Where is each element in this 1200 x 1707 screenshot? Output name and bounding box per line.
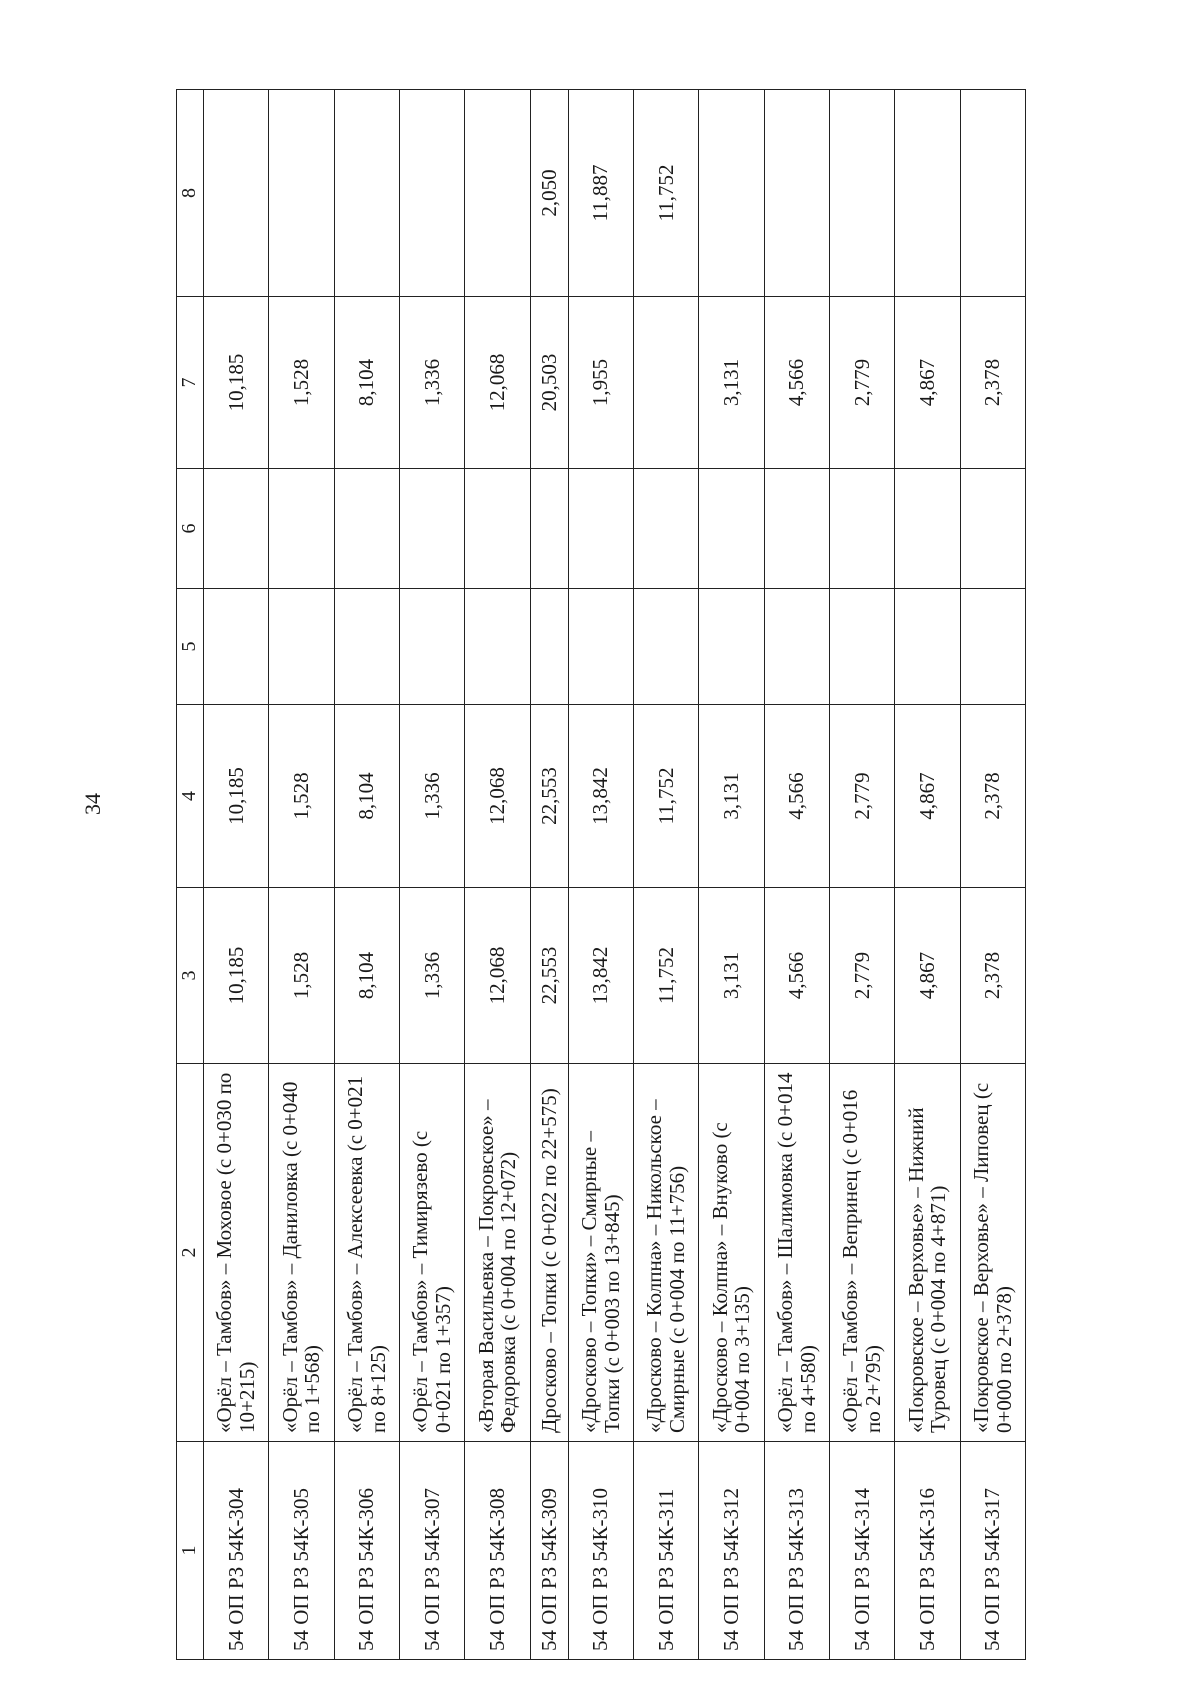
road-code: 54 ОП РЗ 54К-313 (764, 1442, 829, 1660)
cell-col-8 (895, 90, 960, 297)
table-row (699, 90, 764, 1660)
road-code: 54 ОП РЗ 54К-304 (204, 1442, 269, 1660)
cell-col-5 (568, 589, 633, 705)
table-row (633, 90, 698, 1660)
cell-col-5 (764, 589, 829, 705)
cell-col-6 (465, 469, 530, 589)
cell-col-8 (465, 90, 530, 297)
cell-col-3: 10,185 (204, 888, 269, 1064)
cell-col-5 (465, 589, 530, 705)
cell-col-3: 2,378 (960, 888, 1026, 1064)
cell-col-7: 4,867 (895, 297, 960, 469)
cell-col-7: 3,131 (699, 297, 764, 469)
table-row (568, 90, 633, 1660)
table-row (829, 90, 894, 1660)
road-code: 54 ОП РЗ 54К-307 (399, 1442, 464, 1660)
road-name: «Вторая Васильевка – Покровское» – Федоровка (с 0+004 по 12+072) (465, 1064, 530, 1442)
cell-col-8: 11,887 (568, 90, 633, 297)
cell-col-6 (530, 469, 568, 589)
cell-col-6 (829, 469, 894, 589)
table-row (895, 90, 960, 1660)
cell-col-5 (633, 589, 698, 705)
road-name: «Орёл – Тамбов» – Тимирязево (с 0+021 по 1+357) (399, 1064, 464, 1442)
cell-col-8 (829, 90, 894, 297)
cell-col-6 (633, 469, 698, 589)
table-row (530, 90, 568, 1660)
road-code: 54 ОП РЗ 54К-310 (568, 1442, 633, 1660)
cell-col-4: 3,131 (699, 705, 764, 888)
cell-col-5 (269, 589, 334, 705)
header-col-8: 8 (177, 90, 204, 297)
cell-col-3: 4,867 (895, 888, 960, 1064)
cell-col-5 (204, 589, 269, 705)
cell-col-8 (699, 90, 764, 297)
cell-col-7: 10,185 (204, 297, 269, 469)
cell-col-6 (960, 469, 1026, 589)
road-name: «Дросково – Колпна» – Никольское – Смирные (с 0+004 по 11+756) (633, 1064, 698, 1442)
road-code: 54 ОП РЗ 54К-314 (829, 1442, 894, 1660)
page-number: 34 (80, 793, 105, 815)
cell-col-5 (399, 589, 464, 705)
table-row (960, 90, 1026, 1660)
cell-col-8 (960, 90, 1026, 297)
cell-col-8 (334, 90, 399, 297)
cell-col-4: 1,528 (269, 705, 334, 888)
cell-col-4: 22,553 (530, 705, 568, 888)
header-row (177, 90, 204, 1660)
header-col-3: 3 (177, 888, 204, 1064)
road-code: 54 ОП РЗ 54К-308 (465, 1442, 530, 1660)
header-col-4: 4 (177, 705, 204, 888)
header-col-5: 5 (177, 589, 204, 705)
cell-col-4: 13,842 (568, 705, 633, 888)
road-code: 54 ОП РЗ 54К-309 (530, 1442, 568, 1660)
cell-col-3: 1,336 (399, 888, 464, 1064)
road-code: 54 ОП РЗ 54К-305 (269, 1442, 334, 1660)
cell-col-8: 11,752 (633, 90, 698, 297)
road-code: 54 ОП РЗ 54К-312 (699, 1442, 764, 1660)
cell-col-7: 1,336 (399, 297, 464, 469)
table-row (465, 90, 530, 1660)
cell-col-6 (399, 469, 464, 589)
cell-col-3: 11,752 (633, 888, 698, 1064)
cell-col-6 (568, 469, 633, 589)
road-name: «Орёл – Тамбов» – Вепринец (с 0+016 по 2+795) (829, 1064, 894, 1442)
cell-col-7: 1,528 (269, 297, 334, 469)
roads-table (176, 89, 1026, 1660)
cell-col-3: 1,528 (269, 888, 334, 1064)
cell-col-3: 12,068 (465, 888, 530, 1064)
cell-col-5 (699, 589, 764, 705)
cell-col-8 (764, 90, 829, 297)
cell-col-6 (204, 469, 269, 589)
cell-col-4: 1,336 (399, 705, 464, 888)
road-name: Дросково – Топки (с 0+022 по 22+575) (530, 1064, 568, 1442)
cell-col-4: 2,378 (960, 705, 1026, 888)
cell-col-5 (960, 589, 1026, 705)
cell-col-7: 8,104 (334, 297, 399, 469)
table-row (269, 90, 334, 1660)
cell-col-5 (530, 589, 568, 705)
cell-col-7: 20,503 (530, 297, 568, 469)
table-row (764, 90, 829, 1660)
cell-col-8 (269, 90, 334, 297)
cell-col-7: 1,955 (568, 297, 633, 469)
cell-col-4: 8,104 (334, 705, 399, 888)
cell-col-7: 2,378 (960, 297, 1026, 469)
cell-col-5 (829, 589, 894, 705)
cell-col-8: 2,050 (530, 90, 568, 297)
cell-col-4: 12,068 (465, 705, 530, 888)
cell-col-8 (399, 90, 464, 297)
header-col-2: 2 (177, 1064, 204, 1442)
road-code: 54 ОП РЗ 54К-317 (960, 1442, 1026, 1660)
cell-col-6 (895, 469, 960, 589)
header-col-1: 1 (177, 1442, 204, 1660)
cell-col-4: 4,566 (764, 705, 829, 888)
cell-col-5 (895, 589, 960, 705)
cell-col-7: 12,068 (465, 297, 530, 469)
table-row (334, 90, 399, 1660)
cell-col-6 (764, 469, 829, 589)
cell-col-7: 4,566 (764, 297, 829, 469)
table-row (399, 90, 464, 1660)
cell-col-6 (269, 469, 334, 589)
cell-col-4: 2,779 (829, 705, 894, 888)
road-name: «Дросково – Колпна» – Внуково (с 0+004 по 3+135) (699, 1064, 764, 1442)
cell-col-3: 8,104 (334, 888, 399, 1064)
road-code: 54 ОП РЗ 54К-306 (334, 1442, 399, 1660)
road-name: «Орёл – Тамбов» – Шалимовка (с 0+014 по 4+580) (764, 1064, 829, 1442)
cell-col-7: 2,779 (829, 297, 894, 469)
cell-col-4: 10,185 (204, 705, 269, 888)
cell-col-7 (633, 297, 698, 469)
road-code: 54 ОП РЗ 54К-311 (633, 1442, 698, 1660)
rotated-table-container (176, 90, 1026, 1660)
road-name: «Орёл – Тамбов» – Моховое (с 0+030 по 10+215) (204, 1064, 269, 1442)
road-code: 54 ОП РЗ 54К-316 (895, 1442, 960, 1660)
cell-col-6 (334, 469, 399, 589)
cell-col-3: 3,131 (699, 888, 764, 1064)
road-name: «Орёл – Тамбов» – Алексеевка (с 0+021 по 8+125) (334, 1064, 399, 1442)
cell-col-3: 22,553 (530, 888, 568, 1064)
road-name: «Покровское – Верховье» – Липовец (с 0+000 по 2+378) (960, 1064, 1026, 1442)
road-name: «Покровское – Верховье» – Нижний Туровец (с 0+004 по 4+871) (895, 1064, 960, 1442)
table-row (204, 90, 269, 1660)
cell-col-3: 4,566 (764, 888, 829, 1064)
header-col-7: 7 (177, 297, 204, 469)
cell-col-8 (204, 90, 269, 297)
cell-col-4: 4,867 (895, 705, 960, 888)
cell-col-6 (699, 469, 764, 589)
header-col-6: 6 (177, 469, 204, 589)
cell-col-5 (334, 589, 399, 705)
road-name: «Орёл – Тамбов» – Даниловка (с 0+040 по 1+568) (269, 1064, 334, 1442)
road-name: «Дросково – Топки» – Смирные – Топки (с 0+003 по 13+845) (568, 1064, 633, 1442)
cell-col-3: 13,842 (568, 888, 633, 1064)
cell-col-4: 11,752 (633, 705, 698, 888)
cell-col-3: 2,779 (829, 888, 894, 1064)
